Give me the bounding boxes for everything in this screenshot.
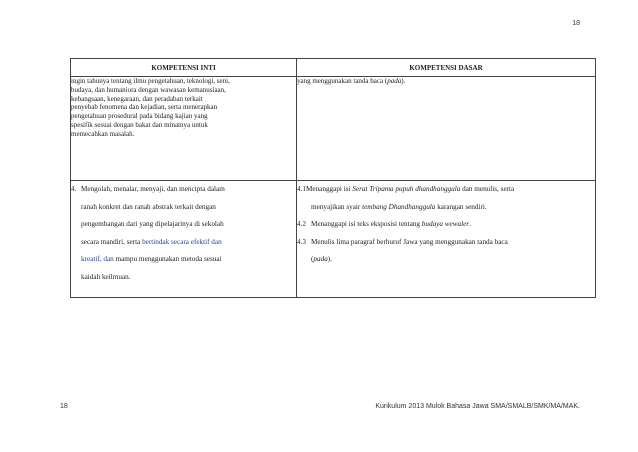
row2-ki-cell <box>71 181 297 298</box>
kd-text-part: yang menggunakan tanda baca ( <box>297 77 388 85</box>
kd-text-italic: budaya wewaler <box>421 220 470 229</box>
kd-text <box>297 77 595 86</box>
ki-line: budaya, dan humaniora dengan wawasan kemanusiaan, <box>71 85 226 94</box>
ki-text-part: mampu menggunakan metoda sesuai <box>113 255 222 264</box>
ki-line: ranah konkret dan ranah abstrak terkait dengan <box>81 202 216 211</box>
ki-line: penyebab fenomena dan kejadian, serta menerapkan <box>71 103 218 112</box>
ki-line: Mengolah, menalar, menyaji, dan mencipta dalam <box>81 185 225 193</box>
kd-item-4-3 <box>297 234 595 252</box>
kd-text-part: karangan sendiri. <box>435 202 487 211</box>
ki-text-part: secara mandiri, serta <box>81 237 143 246</box>
kd-text-part: ( <box>311 255 314 264</box>
kd-item-4-2 <box>297 216 595 234</box>
kd-text-italic: pada <box>387 77 402 85</box>
table-header-row <box>71 59 596 77</box>
ki-line: kaidah keilmuan. <box>81 272 131 281</box>
ki-highlight: kreatif, dan <box>81 255 114 264</box>
ki-highlight: bertindak secara efektif dan <box>142 237 222 246</box>
row2-kd-cell <box>297 181 596 298</box>
ki-item-4 <box>71 181 296 287</box>
kd-item-4-3-continued <box>297 251 595 269</box>
kd-text-part: dan menulis, serta <box>460 185 515 193</box>
kd-text-italic: Serat Tripama pupuh dhandhanggula <box>352 185 461 193</box>
ki-line: spesifik sesuai dengan bakat dan minatnya untuk <box>71 120 208 129</box>
ki-lines <box>81 181 225 287</box>
kd-text-part: Menanggapi isi <box>305 185 353 193</box>
ki-line: kebangsaan, kenegaraan, dan peradaban terkait <box>71 94 203 103</box>
kd-text <box>306 181 514 199</box>
table-row <box>71 181 596 298</box>
kd-text-part: ). <box>327 255 332 264</box>
ki-line: memecahkan masalah. <box>71 129 135 138</box>
kd-text-part: . <box>469 220 471 229</box>
row1-ki-cell <box>71 77 297 181</box>
ki-line: pengetahuan prosedural pada bidang kajian yang <box>71 112 208 121</box>
competency-table <box>70 58 596 298</box>
kd-text-part: menyajikan syair <box>311 202 363 211</box>
ki-number: 4. <box>71 185 77 193</box>
footer-page-number: 18 <box>60 403 68 410</box>
kd-text-part: ). <box>401 77 406 85</box>
kd-number: 4.1 <box>297 185 306 193</box>
kd-text-italic: pada <box>313 255 328 264</box>
row1-kd-cell <box>297 77 596 181</box>
kd-text <box>311 216 471 234</box>
kd-text: Menulis lima paragraf berhuruf Jawa yang menggunakan tanda baca <box>311 237 508 246</box>
table-row <box>71 77 596 181</box>
ki-line: ingin tahunya tentang ilmu pengetahuan, teknologi, seni, <box>71 77 230 85</box>
kd-number: 4.3 <box>297 237 306 246</box>
kd-text-italic: tembang Dhandhanggula <box>362 202 436 211</box>
kd-text-part: Menanggapi isi teks eksposisi tentang <box>311 220 422 229</box>
header-kompetensi-inti: KOMPETENSI INTI <box>71 59 297 77</box>
ki-line <box>81 234 225 252</box>
header-kompetensi-dasar: KOMPETENSI DASAR <box>297 59 596 77</box>
ki-line <box>81 251 225 269</box>
page-number-top: 18 <box>572 20 580 27</box>
kd-item-4-1 <box>297 181 595 199</box>
kd-number: 4.2 <box>297 220 306 229</box>
ki-line: pengembangan dari yang dipelajarinya di sekolah <box>81 220 224 229</box>
kd-item-4-1-continued <box>297 199 595 217</box>
footer-title: Kurikulum 2013 Mulok Bahasa Jawa SMA/SMALB/SMK/MA/MAK. <box>375 403 580 410</box>
